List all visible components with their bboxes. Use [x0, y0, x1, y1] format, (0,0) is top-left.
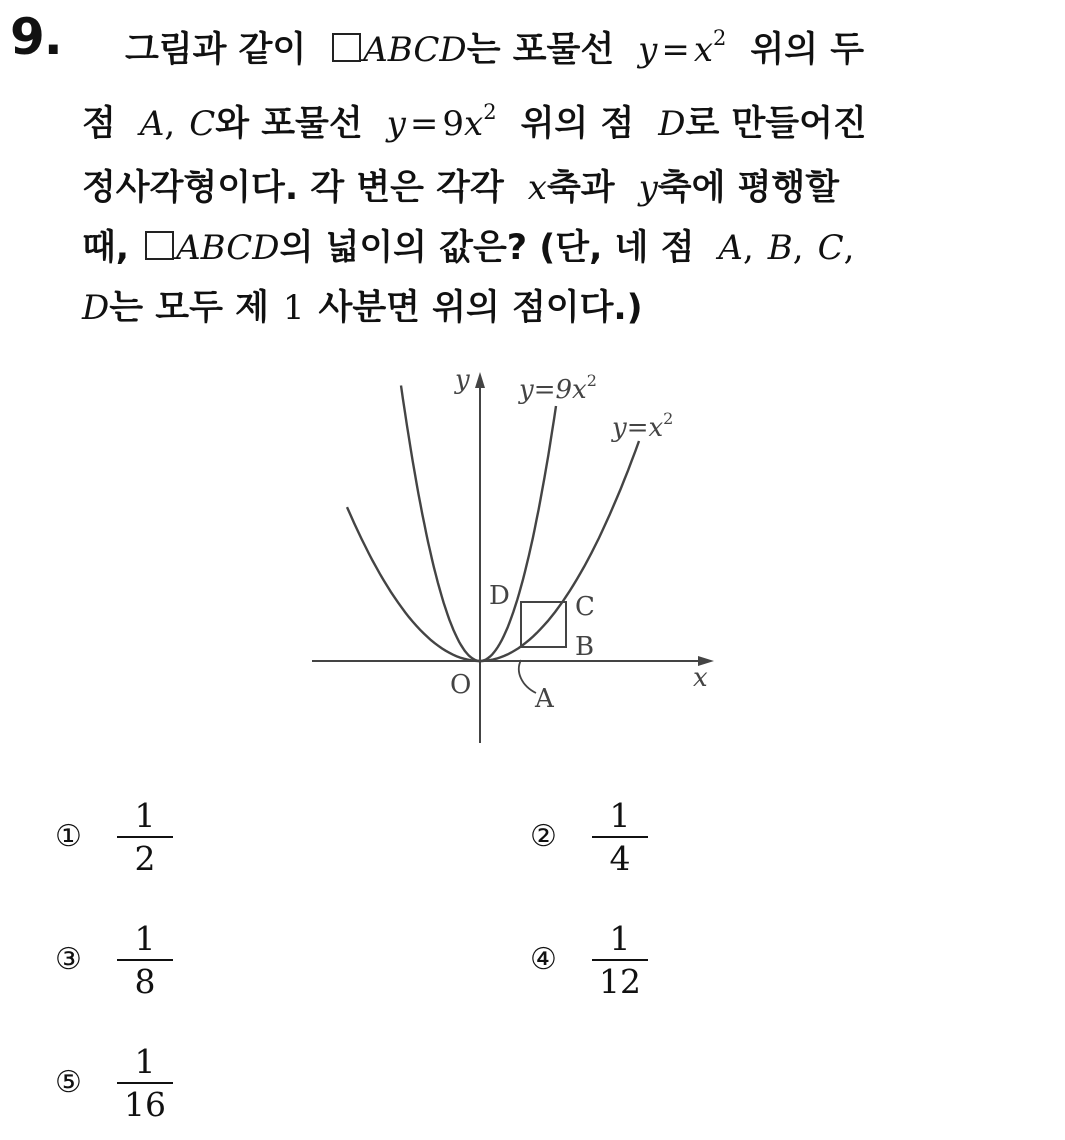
numerator: 1 — [134, 919, 156, 958]
x-axis-label: x — [693, 663, 708, 693]
choice-marker: ④ — [530, 942, 557, 977]
question-line-2 — [82, 96, 867, 146]
text: , — [164, 104, 176, 144]
fraction-bar — [592, 959, 648, 961]
text: 위의 점 — [520, 104, 635, 144]
point-d-label: D — [489, 581, 510, 611]
point-a-pointer — [519, 660, 536, 693]
curve-wide-label-text: y=x — [612, 413, 664, 443]
point-c-label: C — [575, 592, 595, 622]
y-axis-label: y — [455, 365, 470, 395]
choice-marker: ② — [530, 819, 557, 854]
question-line-4 — [82, 220, 854, 270]
math-op: = — [409, 104, 439, 144]
math-var: ABCD — [176, 228, 280, 268]
curve-y-9x2 — [401, 386, 556, 662]
question-number: 9. — [10, 8, 62, 66]
numerator: 1 — [609, 796, 631, 835]
fraction-bar — [117, 1082, 173, 1084]
choice-fraction — [592, 920, 648, 1002]
choice-fraction — [117, 797, 173, 879]
choice-marker: ① — [55, 819, 82, 854]
numerator: 1 — [609, 919, 631, 958]
math-var: y — [638, 30, 658, 70]
question-line-1 — [125, 22, 864, 72]
numerator: 1 — [134, 1042, 156, 1081]
math-var: x — [693, 30, 714, 70]
point-b-label: B — [575, 632, 595, 662]
denominator: 8 — [134, 962, 156, 1001]
question-line-5 — [82, 280, 643, 330]
choice-fraction — [117, 1043, 173, 1125]
text: 의 넓이의 값은? (단, 네 점 — [279, 228, 695, 268]
text: , — [742, 228, 754, 268]
text: 는 모두 제 — [109, 288, 269, 328]
point-a-label: A — [535, 684, 554, 714]
choice-marker: ⑤ — [55, 1065, 82, 1100]
text: 점 — [82, 104, 116, 144]
fraction-bar — [592, 836, 648, 838]
curve-steep-label — [518, 371, 597, 405]
math-num: 1 — [282, 288, 305, 328]
curve-y-x2 — [347, 441, 639, 661]
choice-fraction — [117, 920, 173, 1002]
question-line-3 — [82, 160, 839, 210]
math-var: D — [82, 288, 110, 328]
text: , — [792, 228, 804, 268]
math-var: A — [139, 104, 165, 144]
math-var: A — [718, 228, 743, 268]
text: 사분면 위의 점이다.) — [318, 288, 643, 328]
curve-steep-label-exp: 2 — [586, 371, 597, 390]
text: 로 만들어진 — [685, 104, 867, 144]
math-num: 9 — [442, 104, 464, 144]
text: 정사각형이다. 각 변은 각각 — [82, 168, 504, 208]
text: 축과 — [546, 168, 615, 208]
numerator: 1 — [134, 796, 156, 835]
math-var: ABCD — [363, 30, 467, 70]
y-axis-arrow — [475, 372, 485, 388]
math-exp: 2 — [713, 26, 727, 50]
parabola-figure — [300, 360, 740, 760]
text: 때, — [82, 228, 130, 268]
text: 와 포물선 — [215, 104, 363, 144]
choice-marker: ③ — [55, 942, 82, 977]
math-exp: 2 — [483, 100, 497, 124]
fraction-bar — [117, 959, 173, 961]
text: 위의 두 — [750, 30, 865, 70]
math-var: D — [658, 104, 686, 144]
text: 는 포물선 — [466, 30, 615, 70]
math-var: C — [817, 228, 844, 268]
math-var: y — [638, 168, 658, 208]
denominator: 4 — [609, 839, 631, 878]
denominator: 16 — [124, 1085, 166, 1124]
curve-steep-label-text: y=9x — [519, 375, 587, 405]
square-symbol — [145, 231, 174, 260]
text: 축에 평행할 — [657, 168, 840, 208]
math-op: = — [661, 30, 690, 70]
text: 그림과 같이 — [125, 30, 307, 70]
origin-label: O — [450, 670, 472, 700]
denominator: 12 — [599, 962, 641, 1001]
math-var: x — [464, 104, 484, 144]
text: , — [843, 228, 855, 268]
denominator: 2 — [134, 839, 156, 878]
math-var: x — [527, 168, 547, 208]
math-var: y — [386, 104, 406, 144]
choice-fraction — [592, 797, 648, 879]
math-var: C — [189, 104, 216, 144]
fraction-bar — [117, 836, 173, 838]
math-var: B — [767, 228, 793, 268]
curve-wide-label — [611, 409, 673, 443]
curve-wide-label-exp: 2 — [663, 409, 674, 428]
square-symbol — [332, 33, 361, 62]
